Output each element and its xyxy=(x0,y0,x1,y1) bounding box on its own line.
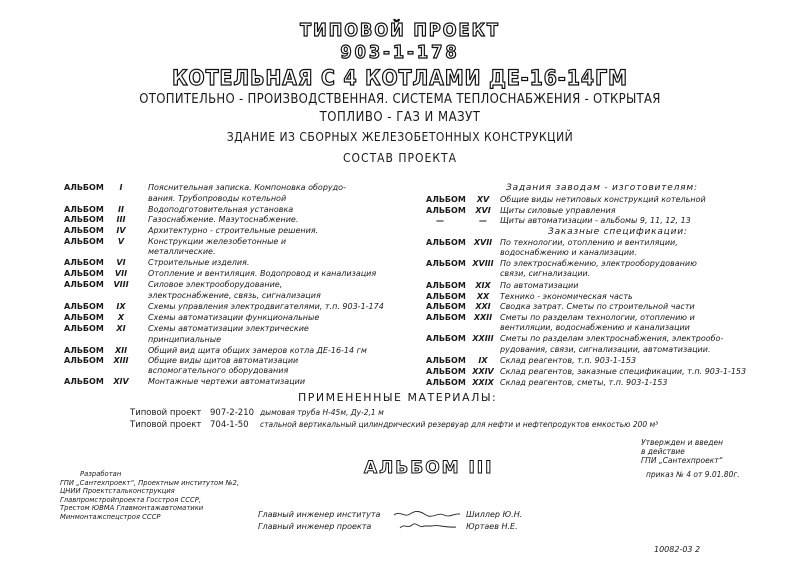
approval-line: в действие xyxy=(641,447,685,456)
developer-line: Трестом ЮВМА Главмонтажавтоматики xyxy=(60,504,204,512)
current-album-label: АЛЬБОМ III xyxy=(364,458,494,478)
materials-text: стальной вертикальный цилиндрический резервуар для нефти и нефтепродуктов емкостью 200 м³ xyxy=(260,420,659,429)
project-number: 903-1-178 xyxy=(340,42,460,63)
approval-order: приказ № 4 от 9.01.80г. xyxy=(646,470,740,479)
project-type-title: ТИПОВОЙ ПРОЕКТ xyxy=(300,20,500,41)
signature-role: Главный инженер института xyxy=(258,510,381,519)
materials-label: Типовой проект xyxy=(130,420,202,430)
materials-label: Типовой проект xyxy=(130,408,202,418)
materials-row xyxy=(130,420,659,430)
developer-line: Минмонтажспецстроя СССР xyxy=(60,512,161,521)
approval-block xyxy=(641,438,723,465)
sheet-code: 10082-03 2 xyxy=(654,545,701,554)
materials-row xyxy=(130,408,384,418)
materials-heading: ПРИМЕНЕННЫЕ МАТЕРИАЛЫ: xyxy=(298,391,498,404)
signature-name: Юртаев Н.Е. xyxy=(466,522,518,531)
developer-line: Разработан xyxy=(80,470,122,478)
order-specs-heading: Заказные спецификации: xyxy=(548,227,688,237)
developer-line: ГПИ „Сантехпроект“, Проектным институтом №2, xyxy=(60,478,240,487)
developer-line: ЦНИИ Проектстальконструкция xyxy=(60,487,175,495)
building-line: ЗДАНИЕ ИЗ СБОРНЫХ ЖЕЛЕЗОБЕТОННЫХ КОНСТРУКЦИЙ xyxy=(226,130,574,144)
project-subtitle: ОТОПИТЕЛЬНО - ПРОИЗВОДСТВЕННАЯ. СИСТЕМА ТЕПЛОСНАБЖЕНИЯ - ОТКРЫТАЯ xyxy=(139,92,661,107)
fuel-line: ТОПЛИВО - ГАЗ И МАЗУТ xyxy=(319,110,481,125)
approval-line: Утвержден и введен xyxy=(641,438,723,447)
drawing-sheet: ТИПОВОЙ ПРОЕКТ 903-1-178 КОТЕЛЬНАЯ С 4 КОТЛАМИ ДЕ-16-14ГМ ОТОПИТЕЛЬНО - ПРОИЗВОДСТВЕННАЯ. СИСТЕМА ТЕПЛОСНАБЖЕНИЯ - ОТКРЫТАЯ ТОПЛИВО - ГАЗ И МАЗУТ ЗДАНИЕ ИЗ СБОРНЫХ ЖЕЛЕЗОБЕТОННЫХ КОНСТРУКЦИЙ СОСТАВ ПРОЕКТА АЛЬБОМ I Пояснительная записка. Компоновка оборудо- вания. Трубопроводы котельной АЛЬБОМ II Водоподготовительная установка АЛЬБОМ III Газоснабжение. Мазутоснабжение. АЛЬБОМ IV Архитектурно - строительные решения. АЛЬБОМ V Конструкции железобетонные и металлические. АЛЬБОМ VI Строительные изделия. АЛЬБОМ VII Отопление и вентиляция. Водопровод и канализация АЛЬБОМ VIII Силовое электрооборудование, электроснабжение, связь, сигнализация АЛЬБОМ IX Схемы управления электродвигателями, т.п. 903-1-174 АЛЬБОМ X Схемы автоматизации функциональные АЛЬБОМ XI Схемы автоматизации электрические принципиальные АЛЬБОМ XII Общий вид щита общих замеров котла ДЕ-16-14 гм АЛЬБОМ XIII Общие виды щитов автоматизации вспомогательного оборудования АЛЬБОМ XIV Монтажные чертежи автоматизации Задания заводам - изготовителям: АЛЬБОМ XV Общие виды нетиповых конструкций котельной АЛЬБОМ XVI Щиты силовые управления — — Щиты автоматизации - альбомы 9, 11, 12, 13 Заказные спецификации: АЛЬБОМ XVII По технологии, отоплению и вентиляции, водоснабжению и канализации. АЛЬБОМ XVIII По электроснабжению, электрооборудованию связи, сигнализации. АЛЬБОМ XIX По автоматизации АЛЬБОМ XX Технико - экономическая часть АЛЬБОМ XXI Сводка затрат. Сметы по строительной части АЛЬБОМ XXII Сметы по разделам технологии, отоплению и вентиляции, водоснабжению и канализации АЛЬБОМ XXIII Сметы по разделам электроснабжения, электрообо- рудования, связи, сигнализации, автоматизации. АЛЬБОМ IX Склад реагентов, т.п. 903-1-153 АЛЬБОМ XXIV Склад реагентов, заказные спецификации, т.п. 903-1-153 АЛЬБОМ XXIX Склад реагентов, сметы, т.п. 903-1-153 ПРИМЕНЕННЫЕ МАТЕРИАЛЫ: Типовой проект 907-2-210 дымовая труба Н-45м, Ду-2,1 м Типовой проект 704-1-50 стальной вертикальный цилиндрический резервуар для нефти и нефтепродуктов емкостью 200 м³ Утвержден и введен в действие ГПИ „Сантехпроект“ приказ № 4 от 9.01.80г. АЛЬБОМ III Разработан ГПИ „Сантехпроект“, Проектным институтом №2, ЦНИИ Проектстальконструкция Главпромстройпроекта Госстроя СССР, Трестом ЮВМА Главмонтажавтоматики Минмонтажспецстроя СССР Главный инженер института Шиллер Ю.Н. Главный инженер проекта Юртаев Н.Е. 10082-03 2 xyxy=(0,0,800,563)
developer-block xyxy=(60,470,240,521)
signature-role: Главный инженер проекта xyxy=(258,522,372,531)
project-name: КОТЕЛЬНАЯ С 4 КОТЛАМИ ДЕ-16-14ГМ xyxy=(172,66,628,90)
materials-code: 704-1-50 xyxy=(210,420,249,430)
factory-tasks-heading: Задания заводам - изготовителям: xyxy=(506,183,698,193)
signature-mark xyxy=(392,509,462,519)
approval-line: ГПИ „Сантехпроект“ xyxy=(641,456,723,465)
materials-code: 907-2-210 xyxy=(210,408,254,418)
materials-text: дымовая труба Н-45м, Ду-2,1 м xyxy=(260,408,384,417)
contents-heading: СОСТАВ ПРОЕКТА xyxy=(343,151,457,165)
signature-name: Шиллер Ю.Н. xyxy=(466,510,523,519)
signature-mark xyxy=(398,521,458,531)
developer-line: Главпромстройпроекта Госстроя СССР, xyxy=(60,495,202,504)
